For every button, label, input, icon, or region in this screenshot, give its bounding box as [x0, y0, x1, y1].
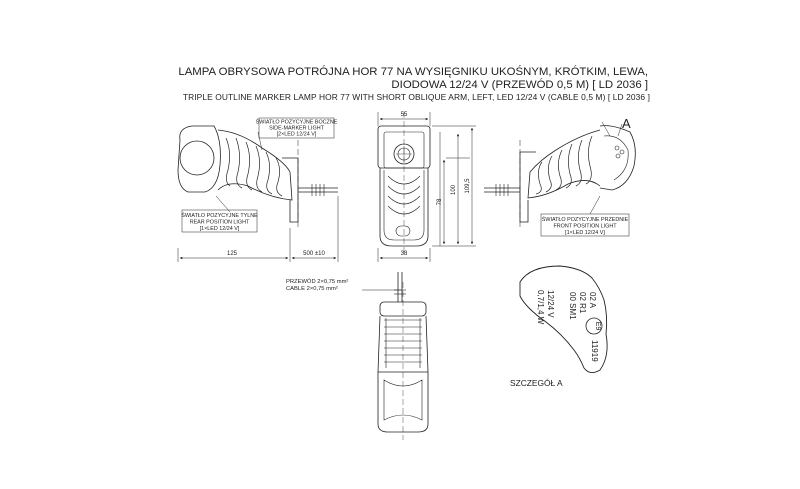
- side-label-en: SIDE-MARKER LIGHT: [269, 125, 324, 132]
- front-position-label: [541, 214, 629, 236]
- detail-marker-a: A: [622, 116, 631, 131]
- detail-approval-mark: E9: [594, 321, 601, 331]
- side-label-led: [2×LED 12/24 V]: [276, 131, 317, 138]
- front-label-en: FRONT POSITION LIGHT: [553, 223, 617, 230]
- detail-code-a: 02 A: [588, 292, 597, 309]
- title-english: TRIPLE OUTLINE MARKER LAMP HOR 77 WITH SHORT OBLIQUE ARM, LEFT, LED 12/24 V (CABLE 0,5 M) [ LD 2036 ]: [182, 92, 650, 102]
- rear-position-label: [181, 210, 258, 232]
- rear-lens: [180, 141, 214, 175]
- dim-55: 55: [400, 112, 408, 118]
- title-polish-line-2: DIODOWA 12/24 V (PRZEWÓD 0,5 M) [ LD 2036 ]: [391, 79, 648, 91]
- cable-label-pl: PRZEWÓD 2×0,75 mm²: [286, 279, 349, 285]
- dim-78: 78: [437, 198, 443, 206]
- dim-125: 125: [226, 251, 238, 257]
- dim-109-5: 109,5: [465, 178, 471, 194]
- detail-power: 0,7/1,4 W: [536, 290, 545, 325]
- title-polish-line-1: LAMPA OBRYSOWA POTRÓJNA HOR 77 NA WYSIĘGNIKU UKOŚNYM, KRÓTKIM, LEWA,: [178, 66, 648, 78]
- cable-label-en: CABLE 2×0,75 mm²: [286, 286, 338, 292]
- detail-approval-number: 11919: [590, 340, 599, 362]
- detail-caption: SZCZEGÓŁ A: [510, 378, 563, 388]
- side-label-pl: ŚWIATŁO POZYCYJNE BOCZNE: [255, 119, 338, 126]
- dim-100: 100: [451, 184, 457, 196]
- dim-500: 500 ±10: [303, 251, 325, 257]
- detail-code-sm1: 00 SM1: [568, 292, 577, 320]
- dim-38: 38: [400, 251, 408, 257]
- right-lamp-view: [484, 122, 635, 228]
- center-front-view: [378, 112, 476, 262]
- rear-label-en: REAR POSITION LIGHT: [189, 219, 250, 226]
- detail-voltage: 12/24 V: [546, 290, 555, 318]
- detail-code-r1: 02 R1: [578, 292, 587, 314]
- front-label-led: [1×LED 12/24 V]: [565, 230, 605, 236]
- front-label-pl: ŚWIATŁO POZYCYJNE PRZEDNIE: [541, 217, 629, 223]
- side-marker-label: [256, 118, 338, 139]
- rear-label-led: [1×LED 12/24 V]: [199, 226, 240, 232]
- detail-a-plate: [520, 266, 607, 373]
- cable-label: [286, 278, 348, 292]
- left-lamp-view: [178, 126, 338, 262]
- rear-label-pl: ŚWIATŁO POZYCYJNE TYLNE: [181, 213, 258, 219]
- bottom-lamp-view: [362, 272, 428, 440]
